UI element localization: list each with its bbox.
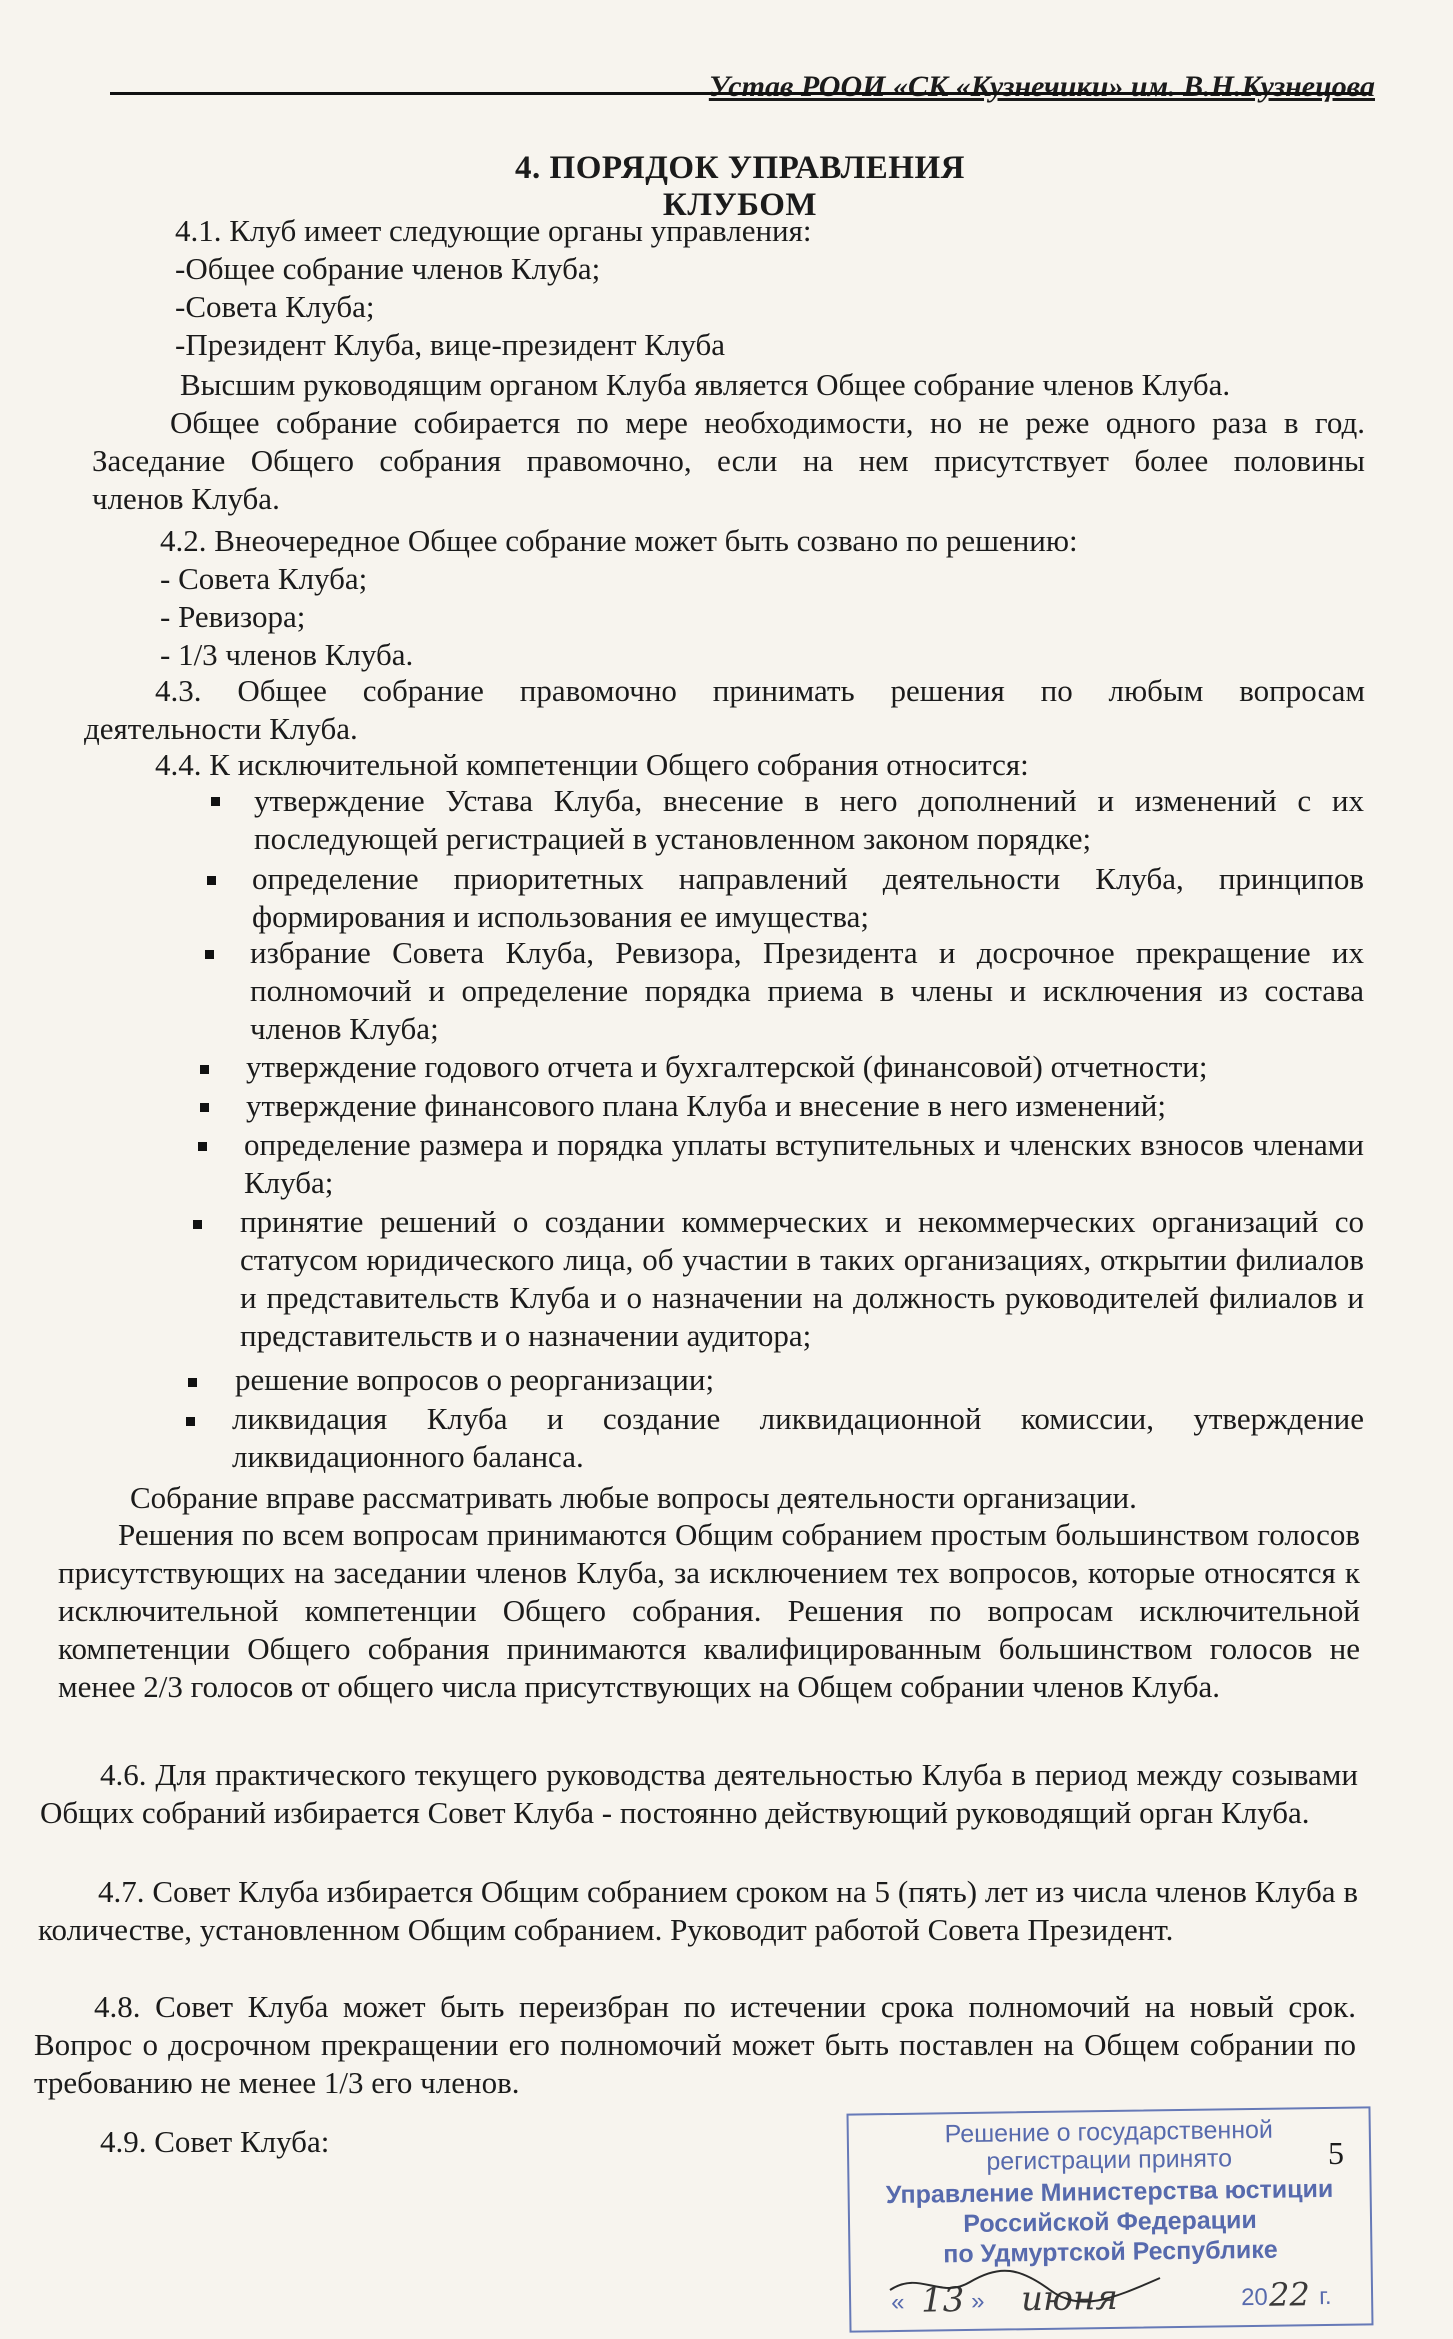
bullet-item: утверждение Устава Клуба, внесение в него дополнений и изменений с их последующей регистрацией в установленном законом порядке;: [254, 783, 1364, 856]
line-highest-organ: Высшим руководящим органом Клуба является Общее собрание членов Клуба.: [180, 367, 1231, 402]
line-initiator-3: - 1/3 членов Клуба.: [160, 637, 414, 672]
stamp-line: Российской Федерации: [963, 2205, 1257, 2239]
paragraph-4-8: 4.8. Совет Клуба может быть переизбран по истечении срока полномочий на новый срок. Вопрос о досрочном прекращении его полномочий может быть поставлен на Общем собрании по требованию не менее 1/3 его членов.: [34, 1989, 1356, 2100]
stamp-line: Управление Министерства юстиции: [885, 2174, 1334, 2210]
page-number: 5: [1328, 2135, 1344, 2171]
line-4-1: 4.1. Клуб имеет следующие органы управления:: [175, 213, 812, 248]
bullet-item: утверждение финансового плана Клуба и внесение в него изменений;: [246, 1088, 1166, 1123]
line-4-3: 4.3. Общее собрание правомочно принимать решения по любым вопросам: [155, 673, 1365, 708]
paragraph-4-6: 4.6. Для практического текущего руководства деятельностью Клуба в период между созывами Общих собраний избирается Совет Клуба - постоянно действующий руководящий орган Клуба.: [40, 1757, 1358, 1830]
bullet-marker: [207, 876, 216, 885]
stamp-date-day: 13: [920, 2280, 965, 2321]
line-initiator-1: - Совета Клуба;: [160, 561, 368, 596]
stamp-date-open: «: [890, 2288, 905, 2317]
line-initiator-2: - Ревизора;: [160, 599, 306, 634]
stamp-line: по Удмуртской Республике: [943, 2235, 1278, 2269]
stamp-date-month: июня: [1020, 2277, 1119, 2320]
stamp-line: Решение о государственной: [944, 2115, 1274, 2149]
paragraph-4-7: 4.7. Совет Клуба избирается Общим собранием сроком на 5 (пять) лет из числа членов Клуба в количестве, установленном Общим собранием. Руководит работой Совета Президент.: [38, 1874, 1358, 1947]
header-title: Устав РООИ «СК «Кузнечики» им. В.Н.Кузнецова: [708, 70, 1375, 103]
bullet-item: утверждение годового отчета и бухгалтерской (финансовой) отчетности;: [246, 1049, 1208, 1084]
bullet-marker: [193, 1220, 202, 1229]
header-rule: [110, 92, 1370, 95]
bullet-marker: [198, 1142, 207, 1151]
line-organ-2: -Совета Клуба;: [175, 289, 375, 324]
bullet-item: принятие решений о создании коммерческих и некоммерческих организаций со статусом юридического лица, об участии в таких организациях, открытии филиалов и представительств Клуба и о назначении на должность руководителей филиалов и представительств и о назначении аудитора;: [240, 1204, 1364, 1353]
line-assembly-frequency: Общее собрание собирается по мере необходимости, но не реже одного раза в год.: [170, 405, 1365, 440]
line-4-3-end: деятельности Клуба.: [84, 711, 358, 746]
bullet-marker: [186, 1417, 195, 1426]
bullet-item: решение вопросов о реорганизации;: [235, 1362, 715, 1397]
line-quorum-end: членов Клуба.: [92, 481, 280, 516]
bullet-item: определение приоритетных направлений деятельности Клуба, принципов формирования и использования ее имущества;: [252, 861, 1364, 934]
line-organ-3: -Президент Клуба, вице-президент Клуба: [175, 327, 726, 362]
bullet-item: избрание Совета Клуба, Ревизора, Президента и досрочное прекращение их полномочий и определение порядка приема в члены и исключения из состава членов Клуба;: [250, 935, 1364, 1046]
bullet-item: определение размера и порядка уплаты вступительных и членских взносов членами Клуба;: [244, 1127, 1364, 1200]
paragraph-scope: Собрание вправе рассматривать любые вопросы деятельности организации.: [130, 1480, 1137, 1515]
line-4-4: 4.4. К исключительной компетенции Общего собрания относится:: [155, 747, 1029, 782]
line-quorum: Заседание Общего собрания правомочно, если на нем присутствует более половины: [92, 443, 1365, 478]
stamp-date-end: г.: [1318, 2282, 1332, 2311]
paragraph-4-9: 4.9. Совет Клуба:: [100, 2124, 330, 2159]
stamp-line: регистрации принято: [986, 2144, 1233, 2176]
line-4-2: 4.2. Внеочередное Общее собрание может быть созвано по решению:: [160, 523, 1078, 558]
line-organ-1: -Общее собрание членов Клуба;: [175, 251, 601, 286]
stamp-date-close: »: [970, 2287, 985, 2315]
paragraph-decisions: Решения по всем вопросам принимаются Общим собранием простым большинством голосов присутствующих на заседании членов Клуба, за исключением тех вопросов, которые относятся к исключительной компетенции Общего собрания. Решения по вопросам исключительной компетенции Общего собрания принимаются квалифицированным большинством голосов не менее 2/3 голосов от общего числа присутствующих на Общем собрании членов Клуба.: [58, 1517, 1360, 1704]
bullet-marker: [200, 1103, 209, 1112]
bullet-marker: [211, 797, 220, 806]
bullet-marker: [200, 1065, 209, 1074]
stamp-date-year-prefix: 20: [1240, 2283, 1268, 2312]
stamp-date-year-suffix: 22: [1268, 2275, 1311, 2314]
bullet-item: ликвидация Клуба и создание ликвидационной комиссии, утверждение ликвидационного баланса.: [232, 1401, 1364, 1474]
signature-scribble: [880, 2260, 1180, 2310]
bullet-marker: [188, 1378, 197, 1387]
bullet-marker: [205, 950, 214, 959]
section-title: 4. ПОРЯДОК УПРАВЛЕНИЯ КЛУБОМ: [515, 150, 965, 223]
